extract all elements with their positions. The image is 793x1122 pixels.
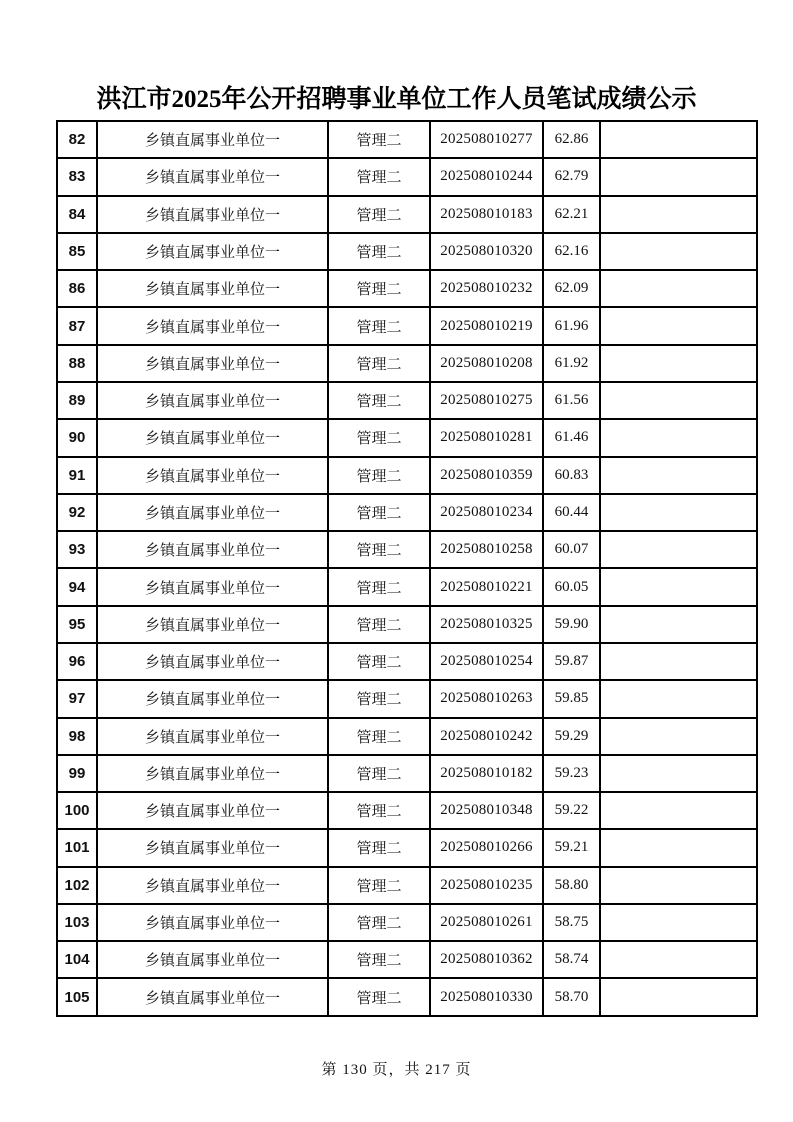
score-cell: 61.92 (543, 345, 600, 382)
exam-number-cell: 202508010208 (430, 345, 543, 382)
position-cell: 管理二 (328, 531, 430, 568)
table-row (57, 307, 757, 344)
row-number-cell: 95 (57, 606, 97, 643)
table-row (57, 270, 757, 307)
note-cell (600, 718, 757, 755)
unit-name-cell: 乡镇直属事业单位一 (97, 457, 328, 494)
row-number-cell: 85 (57, 233, 97, 270)
unit-name-cell: 乡镇直属事业单位一 (97, 158, 328, 195)
unit-name-cell: 乡镇直属事业单位一 (97, 307, 328, 344)
note-cell (600, 457, 757, 494)
row-number-cell: 98 (57, 718, 97, 755)
note-cell (600, 568, 757, 605)
unit-name-cell: 乡镇直属事业单位一 (97, 941, 328, 978)
position-cell: 管理二 (328, 307, 430, 344)
unit-name-cell: 乡镇直属事业单位一 (97, 196, 328, 233)
table-row (57, 158, 757, 195)
row-number-cell: 86 (57, 270, 97, 307)
row-number-cell: 102 (57, 867, 97, 904)
row-number-cell: 89 (57, 382, 97, 419)
row-number-cell: 88 (57, 345, 97, 382)
score-cell: 61.96 (543, 307, 600, 344)
score-cell: 61.56 (543, 382, 600, 419)
row-number-cell: 87 (57, 307, 97, 344)
table-row (57, 829, 757, 866)
table-row (57, 457, 757, 494)
table-row (57, 867, 757, 904)
position-cell: 管理二 (328, 419, 430, 456)
exam-number-cell: 202508010275 (430, 382, 543, 419)
table-row (57, 233, 757, 270)
position-cell: 管理二 (328, 755, 430, 792)
row-number-cell: 105 (57, 978, 97, 1016)
position-cell: 管理二 (328, 196, 430, 233)
score-cell: 62.09 (543, 270, 600, 307)
score-table (56, 120, 758, 1017)
unit-name-cell: 乡镇直属事业单位一 (97, 121, 328, 158)
row-number-cell: 101 (57, 829, 97, 866)
unit-name-cell: 乡镇直属事业单位一 (97, 568, 328, 605)
row-number-cell: 103 (57, 904, 97, 941)
unit-name-cell: 乡镇直属事业单位一 (97, 531, 328, 568)
row-number-cell: 92 (57, 494, 97, 531)
position-cell: 管理二 (328, 158, 430, 195)
exam-number-cell: 202508010244 (430, 158, 543, 195)
unit-name-cell: 乡镇直属事业单位一 (97, 382, 328, 419)
table-row (57, 568, 757, 605)
unit-name-cell: 乡镇直属事业单位一 (97, 680, 328, 717)
score-cell: 59.85 (543, 680, 600, 717)
score-cell: 60.83 (543, 457, 600, 494)
score-cell: 58.80 (543, 867, 600, 904)
exam-number-cell: 202508010234 (430, 494, 543, 531)
exam-number-cell: 202508010359 (430, 457, 543, 494)
score-cell: 59.23 (543, 755, 600, 792)
note-cell (600, 792, 757, 829)
row-number-cell: 99 (57, 755, 97, 792)
unit-name-cell: 乡镇直属事业单位一 (97, 755, 328, 792)
exam-number-cell: 202508010281 (430, 419, 543, 456)
exam-number-cell: 202508010277 (430, 121, 543, 158)
score-cell: 61.46 (543, 419, 600, 456)
exam-number-cell: 202508010232 (430, 270, 543, 307)
row-number-cell: 104 (57, 941, 97, 978)
unit-name-cell: 乡镇直属事业单位一 (97, 978, 328, 1016)
table-row (57, 941, 757, 978)
unit-name-cell: 乡镇直属事业单位一 (97, 792, 328, 829)
row-number-cell: 97 (57, 680, 97, 717)
score-cell: 59.22 (543, 792, 600, 829)
table-row (57, 643, 757, 680)
table-row (57, 494, 757, 531)
row-number-cell: 94 (57, 568, 97, 605)
exam-number-cell: 202508010235 (430, 867, 543, 904)
unit-name-cell: 乡镇直属事业单位一 (97, 270, 328, 307)
table-row (57, 382, 757, 419)
table-row (57, 121, 757, 158)
note-cell (600, 941, 757, 978)
position-cell: 管理二 (328, 345, 430, 382)
position-cell: 管理二 (328, 233, 430, 270)
exam-number-cell: 202508010219 (430, 307, 543, 344)
exam-number-cell: 202508010330 (430, 978, 543, 1016)
position-cell: 管理二 (328, 643, 430, 680)
note-cell (600, 233, 757, 270)
note-cell (600, 270, 757, 307)
note-cell (600, 680, 757, 717)
note-cell (600, 158, 757, 195)
position-cell: 管理二 (328, 680, 430, 717)
table-row (57, 792, 757, 829)
row-number-cell: 84 (57, 196, 97, 233)
row-number-cell: 100 (57, 792, 97, 829)
table-row (57, 419, 757, 456)
score-cell: 59.87 (543, 643, 600, 680)
table-row (57, 755, 757, 792)
row-number-cell: 82 (57, 121, 97, 158)
table-row (57, 531, 757, 568)
note-cell (600, 307, 757, 344)
note-cell (600, 382, 757, 419)
note-cell (600, 531, 757, 568)
position-cell: 管理二 (328, 978, 430, 1016)
row-number-cell: 91 (57, 457, 97, 494)
table-row (57, 196, 757, 233)
page-number-footer: 第 130 页，共 217 页 (321, 1062, 472, 1078)
table-row (57, 718, 757, 755)
position-cell: 管理二 (328, 904, 430, 941)
note-cell (600, 196, 757, 233)
score-cell: 60.05 (543, 568, 600, 605)
position-cell: 管理二 (328, 829, 430, 866)
exam-number-cell: 202508010254 (430, 643, 543, 680)
unit-name-cell: 乡镇直属事业单位一 (97, 829, 328, 866)
score-cell: 62.86 (543, 121, 600, 158)
note-cell (600, 121, 757, 158)
table-row (57, 345, 757, 382)
score-cell: 59.90 (543, 606, 600, 643)
exam-number-cell: 202508010261 (430, 904, 543, 941)
note-cell (600, 867, 757, 904)
position-cell: 管理二 (328, 606, 430, 643)
exam-number-cell: 202508010182 (430, 755, 543, 792)
page-title: 洪江市2025年公开招聘事业单位工作人员笔试成绩公示 (96, 86, 697, 113)
unit-name-cell: 乡镇直属事业单位一 (97, 718, 328, 755)
unit-name-cell: 乡镇直属事业单位一 (97, 867, 328, 904)
position-cell: 管理二 (328, 718, 430, 755)
position-cell: 管理二 (328, 792, 430, 829)
table-row (57, 978, 757, 1016)
score-cell: 60.07 (543, 531, 600, 568)
exam-number-cell: 202508010320 (430, 233, 543, 270)
position-cell: 管理二 (328, 270, 430, 307)
position-cell: 管理二 (328, 568, 430, 605)
note-cell (600, 643, 757, 680)
unit-name-cell: 乡镇直属事业单位一 (97, 345, 328, 382)
row-number-cell: 90 (57, 419, 97, 456)
unit-name-cell: 乡镇直属事业单位一 (97, 606, 328, 643)
score-cell: 58.75 (543, 904, 600, 941)
exam-number-cell: 202508010348 (430, 792, 543, 829)
row-number-cell: 93 (57, 531, 97, 568)
unit-name-cell: 乡镇直属事业单位一 (97, 419, 328, 456)
note-cell (600, 345, 757, 382)
exam-number-cell: 202508010362 (430, 941, 543, 978)
position-cell: 管理二 (328, 121, 430, 158)
table-row (57, 680, 757, 717)
row-number-cell: 83 (57, 158, 97, 195)
row-number-cell: 96 (57, 643, 97, 680)
exam-number-cell: 202508010242 (430, 718, 543, 755)
exam-number-cell: 202508010325 (430, 606, 543, 643)
score-cell: 60.44 (543, 494, 600, 531)
table-row (57, 904, 757, 941)
score-cell: 59.21 (543, 829, 600, 866)
position-cell: 管理二 (328, 494, 430, 531)
note-cell (600, 606, 757, 643)
position-cell: 管理二 (328, 382, 430, 419)
exam-number-cell: 202508010258 (430, 531, 543, 568)
score-cell: 62.16 (543, 233, 600, 270)
score-cell: 62.79 (543, 158, 600, 195)
unit-name-cell: 乡镇直属事业单位一 (97, 233, 328, 270)
position-cell: 管理二 (328, 867, 430, 904)
exam-number-cell: 202508010263 (430, 680, 543, 717)
exam-number-cell: 202508010221 (430, 568, 543, 605)
score-cell: 62.21 (543, 196, 600, 233)
note-cell (600, 419, 757, 456)
unit-name-cell: 乡镇直属事业单位一 (97, 904, 328, 941)
exam-number-cell: 202508010266 (430, 829, 543, 866)
exam-number-cell: 202508010183 (430, 196, 543, 233)
position-cell: 管理二 (328, 457, 430, 494)
score-cell: 58.74 (543, 941, 600, 978)
note-cell (600, 494, 757, 531)
score-cell: 59.29 (543, 718, 600, 755)
score-cell: 58.70 (543, 978, 600, 1016)
note-cell (600, 904, 757, 941)
unit-name-cell: 乡镇直属事业单位一 (97, 643, 328, 680)
note-cell (600, 755, 757, 792)
table-row (57, 606, 757, 643)
note-cell (600, 978, 757, 1016)
unit-name-cell: 乡镇直属事业单位一 (97, 494, 328, 531)
note-cell (600, 829, 757, 866)
position-cell: 管理二 (328, 941, 430, 978)
